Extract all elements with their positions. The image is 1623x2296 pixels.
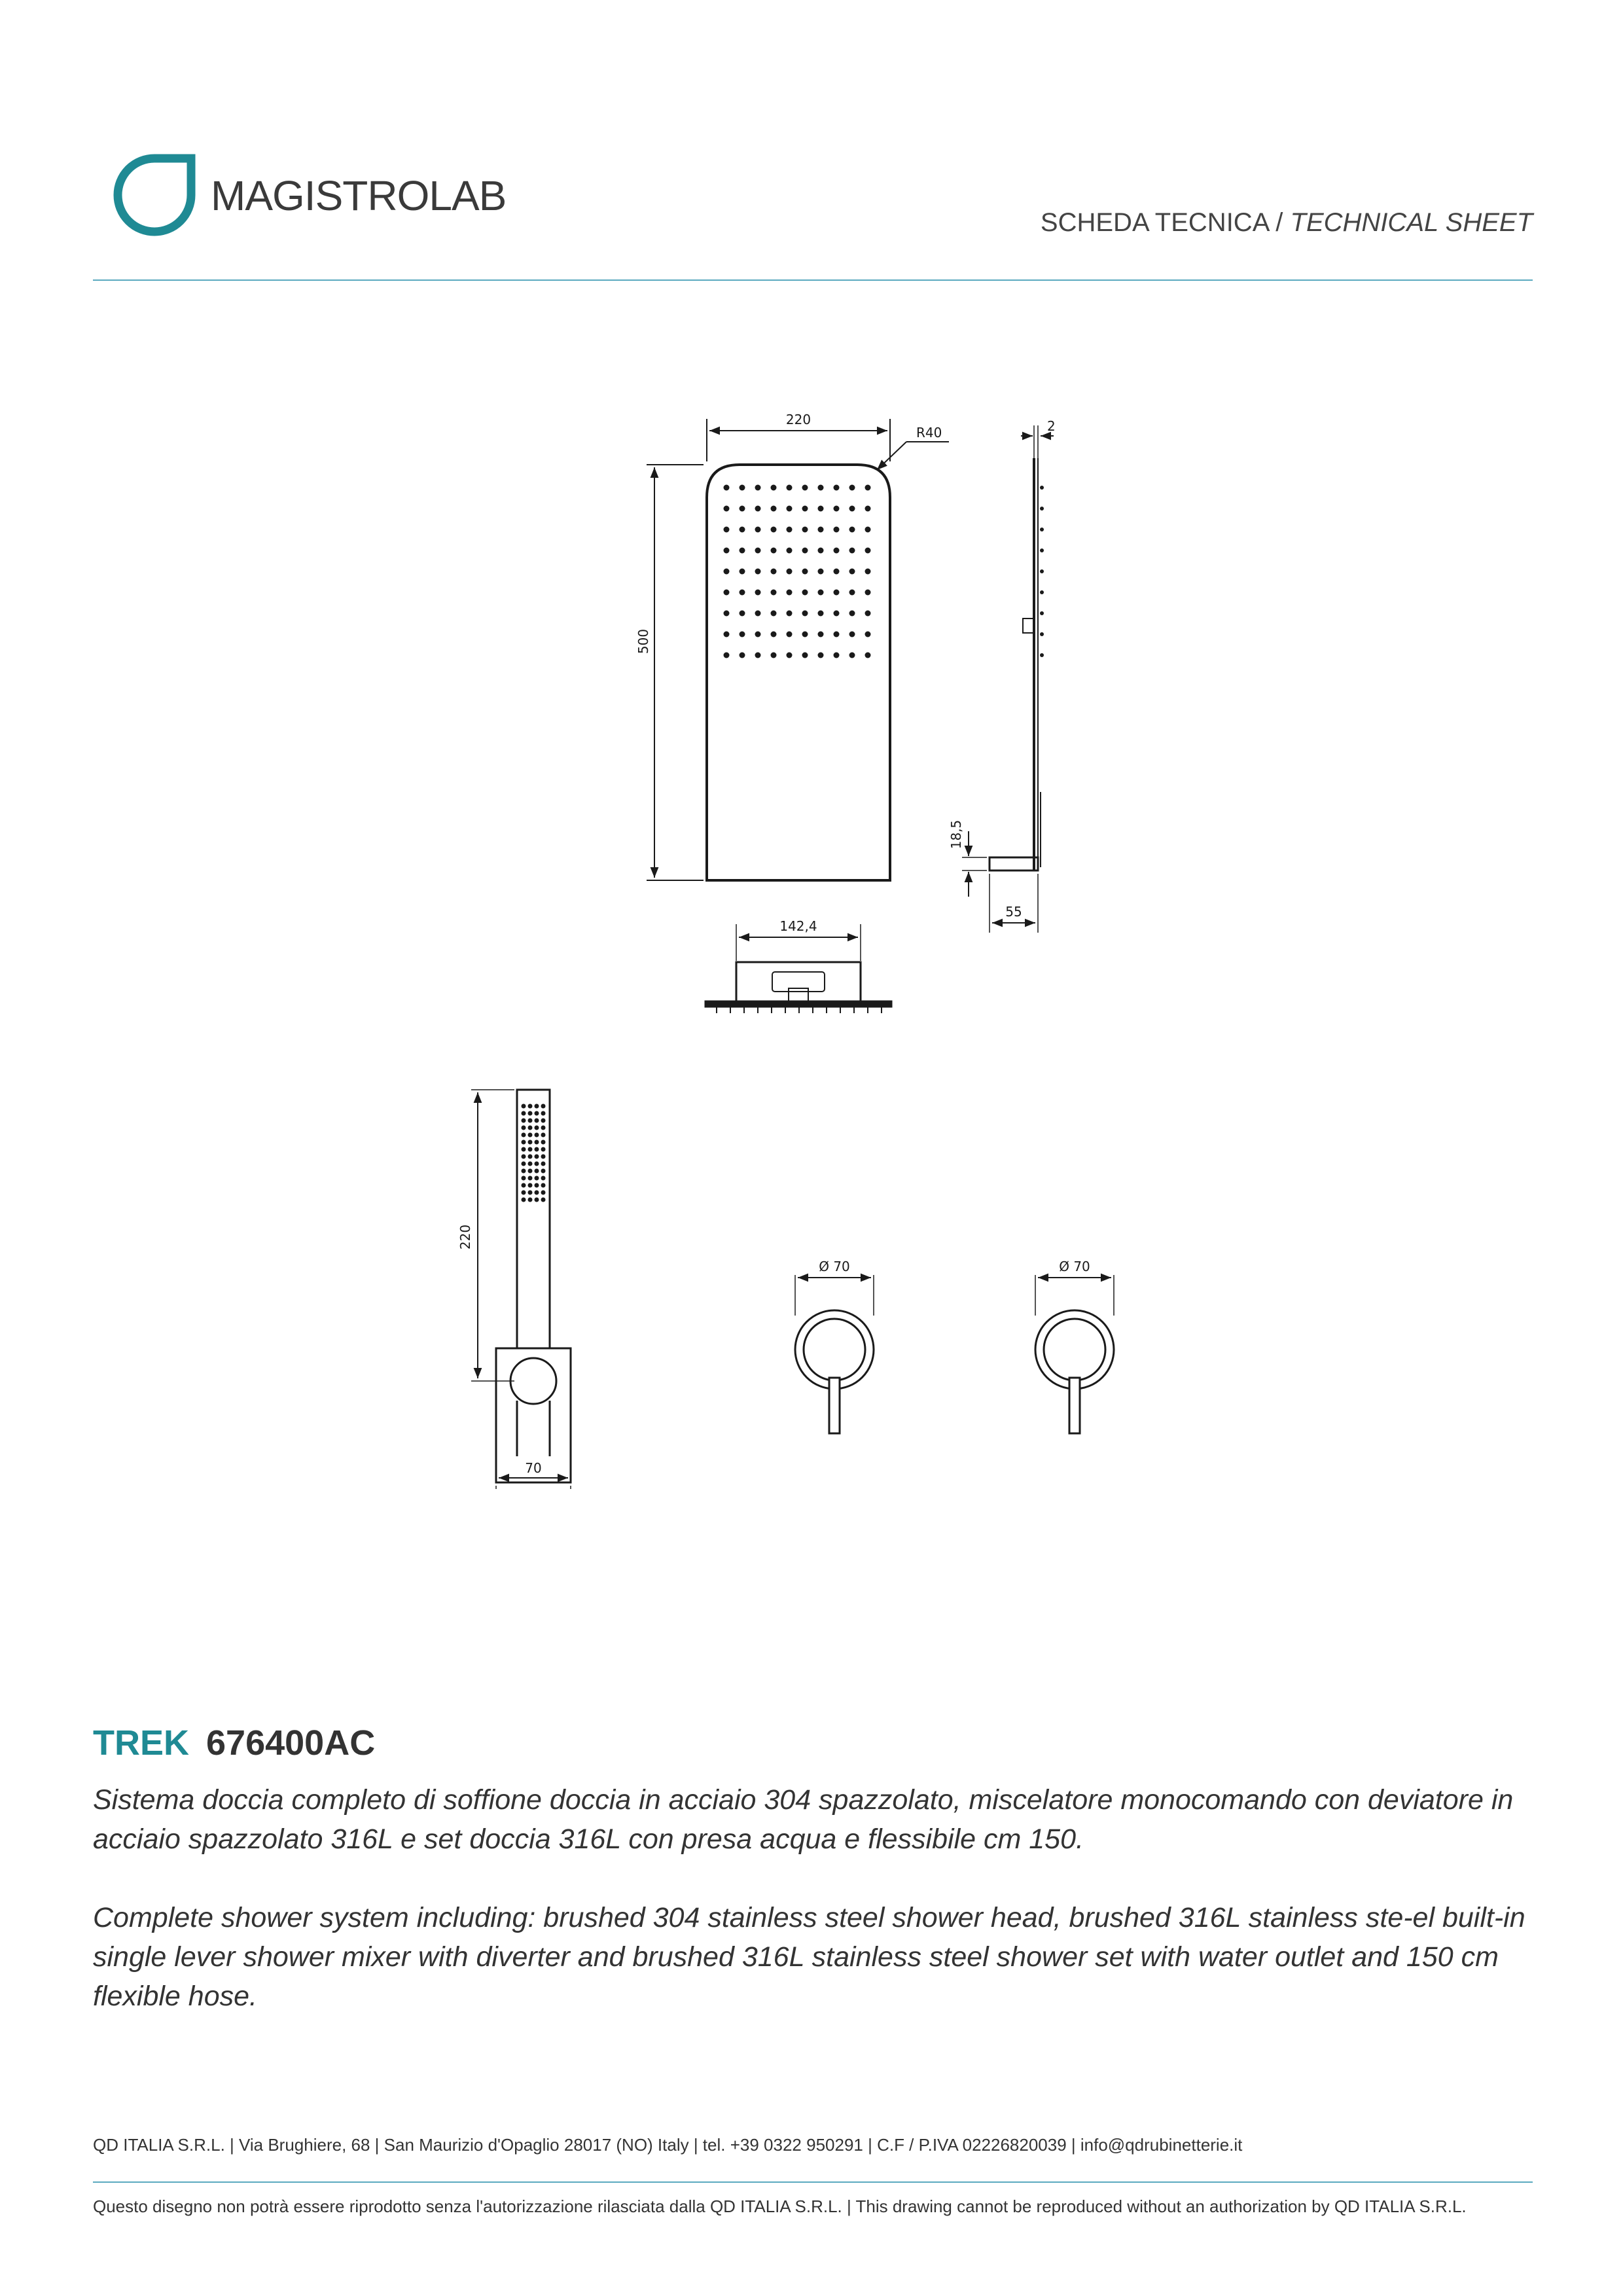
nozzle-dot	[755, 653, 761, 658]
nozzle-dot	[535, 1176, 539, 1181]
shower-head-nozzles	[724, 485, 871, 658]
nozzle-dot	[755, 527, 761, 533]
nozzle-dot	[818, 653, 824, 658]
nozzle-dot	[1040, 653, 1044, 657]
nozzle-dot	[771, 590, 777, 596]
nozzle-dot	[535, 1133, 539, 1138]
nozzle-dot	[535, 1191, 539, 1195]
nozzle-dot	[818, 527, 824, 533]
nozzle-dot	[724, 632, 730, 637]
nozzle-dot	[541, 1147, 546, 1152]
nozzle-dot	[787, 569, 793, 575]
nozzle-dot	[771, 632, 777, 637]
nozzle-dot	[802, 611, 808, 617]
nozzle-dot	[818, 569, 824, 575]
nozzle-dot	[522, 1119, 526, 1123]
nozzle-dot	[740, 590, 745, 596]
nozzle-dot	[541, 1162, 546, 1166]
nozzle-dot	[865, 548, 871, 554]
product-description-it: Sistema doccia completo di soffione doccia in acciaio 304 spazzolato, miscelatore monocomando con deviatore in acciaio spazzolato 316L e set doccia 316L con presa acqua e flessibile cm 150.	[93, 1784, 1514, 1855]
nozzle-dot	[535, 1155, 539, 1159]
shower-head-bottom-view	[705, 918, 891, 1013]
nozzle-dot	[541, 1169, 546, 1174]
nozzle-dot	[755, 632, 761, 637]
nozzle-dot	[818, 485, 824, 491]
nozzle-dot	[755, 548, 761, 554]
nozzle-dot	[522, 1198, 526, 1202]
nozzle-dot	[522, 1126, 526, 1130]
nozzle-dot	[522, 1169, 526, 1174]
dim-mixer1-diameter: Ø 70	[819, 1259, 850, 1274]
nozzle-dot	[528, 1111, 533, 1116]
shower-head-side-view	[948, 418, 1056, 933]
nozzle-dot	[787, 653, 793, 658]
nozzle-dot	[535, 1126, 539, 1130]
nozzle-dot	[535, 1169, 539, 1174]
nozzle-dot	[541, 1183, 546, 1188]
nozzle-dot	[535, 1147, 539, 1152]
nozzle-dot	[755, 485, 761, 491]
nozzle-dot	[771, 611, 777, 617]
nozzle-dot	[771, 548, 777, 554]
nozzle-dot	[541, 1155, 546, 1159]
nozzle-dot	[818, 632, 824, 637]
nozzle-dot	[787, 548, 793, 554]
nozzle-dot	[771, 527, 777, 533]
dim-head-height: 500	[635, 628, 651, 655]
nozzle-dot	[849, 548, 855, 554]
nozzle-dot	[755, 611, 761, 617]
nozzle-dot	[724, 611, 730, 617]
product-code: 676400AC	[206, 1723, 376, 1763]
nozzle-dot	[1040, 548, 1044, 552]
nozzle-dot	[724, 548, 730, 554]
nozzle-dot	[541, 1176, 546, 1181]
nozzle-dot	[541, 1104, 546, 1109]
nozzle-dot	[740, 548, 745, 554]
nozzle-dot	[522, 1155, 526, 1159]
nozzle-dot	[849, 527, 855, 533]
nozzle-dot	[818, 548, 824, 554]
nozzle-dot	[849, 590, 855, 596]
nozzle-dot	[522, 1111, 526, 1116]
nozzle-dot	[740, 506, 745, 512]
nozzle-dot	[755, 569, 761, 575]
nozzle-dot	[865, 611, 871, 617]
nozzle-dot	[771, 506, 777, 512]
nozzle-dot	[1040, 569, 1044, 573]
hand-shower-view	[457, 1090, 571, 1489]
dim-side-depth: 55	[1005, 904, 1022, 920]
nozzle-dot	[522, 1191, 526, 1195]
nozzle-dot	[740, 569, 745, 575]
dim-hand-width: 70	[525, 1460, 542, 1476]
nozzle-dot	[535, 1162, 539, 1166]
nozzle-dot	[1040, 528, 1044, 531]
nozzle-dot	[535, 1111, 539, 1116]
nozzle-dot	[528, 1191, 533, 1195]
nozzle-dot	[528, 1155, 533, 1159]
nozzle-dot	[528, 1126, 533, 1130]
nozzle-dot	[1040, 590, 1044, 594]
nozzle-dot	[528, 1198, 533, 1202]
nozzle-dot	[740, 611, 745, 617]
nozzle-dot	[724, 485, 730, 491]
nozzle-dot	[802, 506, 808, 512]
nozzle-dot	[802, 653, 808, 658]
nozzle-dot	[541, 1191, 546, 1195]
nozzle-dot	[535, 1140, 539, 1145]
nozzle-dot	[740, 653, 745, 658]
nozzle-dot	[740, 632, 745, 637]
nozzle-dot	[865, 485, 871, 491]
nozzle-dot	[740, 527, 745, 533]
nozzle-dot	[724, 653, 730, 658]
nozzle-dot	[834, 527, 840, 533]
nozzle-dot	[834, 632, 840, 637]
nozzle-dot	[834, 548, 840, 554]
dim-bottom-width: 142,4	[779, 918, 817, 934]
nozzle-dot	[522, 1147, 526, 1152]
nozzle-dot	[541, 1126, 546, 1130]
brand-name: MAGISTRΟLAB	[211, 172, 507, 219]
shower-head-front-view	[635, 412, 949, 880]
nozzle-dot	[522, 1140, 526, 1145]
nozzle-dot	[787, 485, 793, 491]
nozzle-dot	[818, 590, 824, 596]
nozzle-dot	[865, 590, 871, 596]
mixer-view-1	[795, 1259, 874, 1433]
nozzle-dot	[535, 1104, 539, 1109]
nozzle-dot	[865, 653, 871, 658]
nozzle-dot	[787, 611, 793, 617]
dim-side-arm-height: 18,5	[948, 819, 964, 850]
mixer-view-2	[1035, 1259, 1114, 1433]
nozzle-dot	[724, 527, 730, 533]
nozzle-dot	[834, 653, 840, 658]
nozzle-dot	[849, 485, 855, 491]
nozzle-dot	[849, 653, 855, 658]
nozzle-dot	[802, 548, 808, 554]
nozzle-dot	[724, 569, 730, 575]
nozzle-dot	[865, 569, 871, 575]
nozzle-dot	[771, 485, 777, 491]
footer-divider	[93, 2181, 1533, 2183]
sheet-title-separator: /	[1275, 208, 1283, 237]
nozzle-dot	[1040, 611, 1044, 615]
product-description-en: Complete shower system including: brushed 304 stainless steel shower head, brushed 316L stainless ste-el built-in single lever shower mixer with diverter and brushed 316L stainless steel shower set with water outlet and 150 cm flexible hose.	[93, 1902, 1525, 2012]
nozzle-dot	[834, 590, 840, 596]
nozzle-dot	[771, 653, 777, 658]
nozzle-dot	[541, 1140, 546, 1145]
nozzle-dot	[834, 611, 840, 617]
footer-copyright: Questo disegno non potrà essere riprodotto senza l'autorizzazione rilasciata dalla QD ITALIA S.R.L. | This drawing cannot be reproduced without an authorization by QD ITALIA S.R.L.	[93, 2197, 1467, 2216]
nozzle-dot	[522, 1133, 526, 1138]
nozzle-dot	[849, 632, 855, 637]
nozzle-dot	[528, 1147, 533, 1152]
product-heading	[93, 1723, 375, 1763]
nozzle-dot	[818, 611, 824, 617]
nozzle-dot	[528, 1162, 533, 1166]
nozzle-dot	[865, 527, 871, 533]
nozzle-dot	[755, 506, 761, 512]
nozzle-dot	[528, 1140, 533, 1145]
nozzle-dot	[787, 527, 793, 533]
nozzle-dot	[818, 506, 824, 512]
nozzle-dot	[802, 485, 808, 491]
nozzle-dot	[541, 1119, 546, 1123]
nozzle-dot	[834, 485, 840, 491]
nozzle-dot	[787, 590, 793, 596]
nozzle-dot	[528, 1119, 533, 1123]
nozzle-dot	[740, 485, 745, 491]
nozzle-dot	[849, 611, 855, 617]
nozzle-dot	[541, 1198, 546, 1202]
sheet-title-it: SCHEDA TECNICA	[1040, 208, 1269, 237]
nozzle-dot	[849, 506, 855, 512]
nozzle-dot	[849, 569, 855, 575]
nozzle-dot	[724, 590, 730, 596]
nozzle-dot	[787, 632, 793, 637]
nozzle-dot	[1040, 486, 1044, 490]
dim-mixer2-diameter: Ø 70	[1059, 1259, 1090, 1274]
nozzle-dot	[541, 1111, 546, 1116]
nozzle-dot	[528, 1104, 533, 1109]
dim-head-radius: R40	[916, 425, 942, 440]
nozzle-dot	[522, 1162, 526, 1166]
dim-hand-height: 220	[457, 1224, 473, 1250]
product-model: TREK	[93, 1723, 189, 1763]
nozzle-dot	[865, 632, 871, 637]
nozzle-dot	[834, 569, 840, 575]
nozzle-dot	[528, 1176, 533, 1181]
nozzle-dot	[522, 1176, 526, 1181]
nozzle-dot	[834, 506, 840, 512]
footer-company-info: QD ITALIA S.R.L. | Via Brughiere, 68 | San Maurizio d'Opaglio 28017 (NO) Italy | tel. +39 0322 950291 | C.F / P.IVA 02226820039 | info@qdrubinetterie.it	[93, 2135, 1243, 2155]
nozzle-dot	[541, 1133, 546, 1138]
nozzle-dot	[1040, 632, 1044, 636]
nozzle-dot	[535, 1119, 539, 1123]
nozzle-dot	[528, 1133, 533, 1138]
nozzle-dot	[802, 527, 808, 533]
nozzle-dot	[535, 1198, 539, 1202]
nozzle-dot	[522, 1183, 526, 1188]
nozzle-dot	[755, 590, 761, 596]
dim-side-thickness: 2	[1047, 418, 1056, 434]
nozzle-dot	[535, 1183, 539, 1188]
nozzle-dot	[528, 1183, 533, 1188]
nozzle-dot	[724, 506, 730, 512]
nozzle-dot	[771, 569, 777, 575]
nozzle-dot	[802, 632, 808, 637]
nozzle-dot	[865, 506, 871, 512]
nozzle-dot	[522, 1104, 526, 1109]
sheet-title-en: TECHNICAL SHEET	[1290, 208, 1533, 237]
nozzle-dot	[528, 1169, 533, 1174]
nozzle-dot	[1040, 507, 1044, 511]
nozzle-dot	[787, 506, 793, 512]
nozzle-dot	[802, 569, 808, 575]
dim-head-width: 220	[785, 412, 812, 427]
nozzle-dot	[802, 590, 808, 596]
